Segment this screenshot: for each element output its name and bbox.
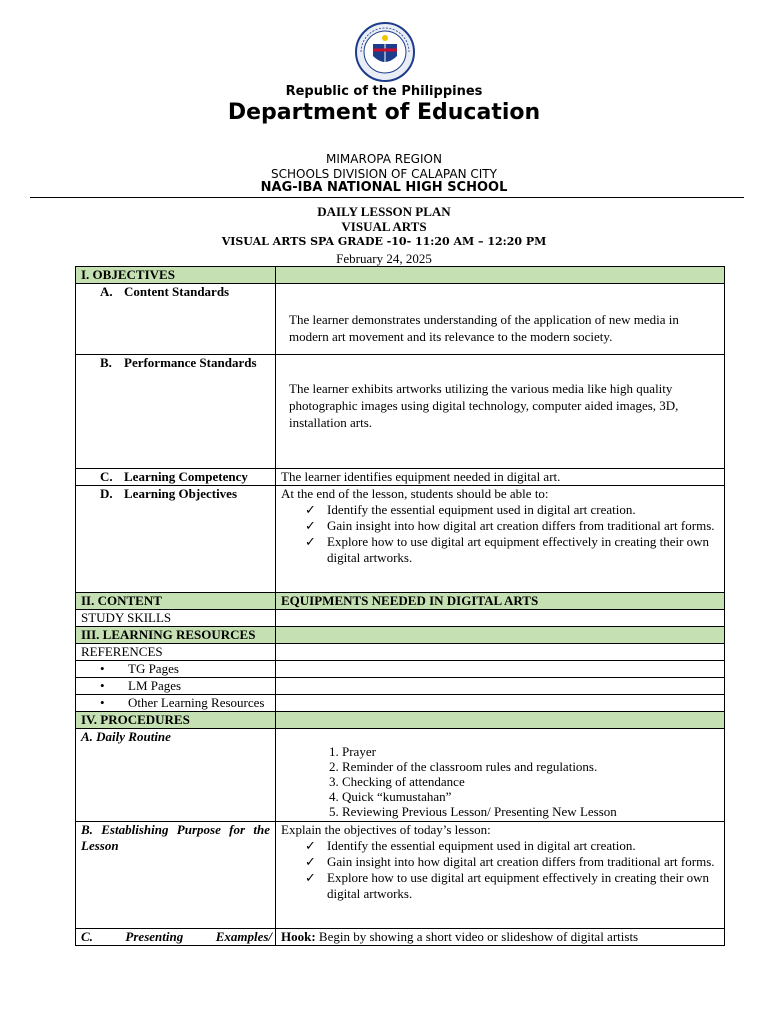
- list-item: ✓ Gain insight into how digital art creation differs from traditional art forms.: [305, 518, 715, 533]
- routine-list: [281, 729, 719, 819]
- check-icon: ✓: [305, 502, 316, 517]
- study-skills: STUDY SKILLS: [76, 610, 276, 627]
- lm-pages: • LM Pages: [76, 678, 276, 695]
- content-standards-label: A. Content Standards: [76, 284, 276, 355]
- purpose-intro: Explain the objectives of today’s lesson:: [281, 822, 491, 837]
- table-row: [76, 712, 725, 729]
- deped-seal-logo: [353, 22, 417, 82]
- table-row: [76, 644, 725, 661]
- objectives-heading: I. OBJECTIVES: [76, 267, 276, 284]
- table-row: [76, 284, 725, 355]
- tg-pages: • TG Pages: [76, 661, 276, 678]
- presenting-examples-label: C. Presenting Examples/: [76, 929, 276, 946]
- table-row: [76, 929, 725, 946]
- division-text: SCHOOLS DIVISION OF CALAPAN CITY: [271, 167, 497, 181]
- other-learning-resources: • Other Learning Resources: [76, 695, 276, 712]
- check-icon: ✓: [305, 534, 316, 549]
- procedures-heading: IV. PROCEDURES: [76, 712, 276, 729]
- list-item: 4. Quick “kumustahan”: [329, 789, 452, 804]
- learning-objectives-list: [281, 502, 719, 566]
- department-title: Department of Education: [227, 100, 541, 125]
- region-division: [0, 152, 768, 182]
- list-item: ✓ Explore how to use digital art equipment effectively in creating their own digital artworks.: [305, 534, 710, 565]
- table-row: [76, 267, 725, 284]
- check-icon: ✓: [305, 838, 316, 853]
- check-icon: ✓: [305, 518, 316, 533]
- learning-competency-label: C. Learning Competency: [76, 469, 276, 486]
- list-item: ✓ Explore how to use digital art equipment effectively in creating their own digital artworks.: [305, 870, 710, 901]
- lesson-plan-table: [75, 266, 725, 946]
- list-item: 3. Checking of attendance: [329, 774, 465, 789]
- list-item: 2. Reminder of the classroom rules and regulations.: [329, 759, 598, 774]
- establishing-purpose-label: B. Establishing Purpose for the Lesson: [76, 822, 276, 929]
- table-row: [76, 822, 725, 929]
- table-row: [76, 593, 725, 610]
- list-item: ✓ Identify the essential equipment used in digital art creation.: [305, 838, 636, 853]
- table-row: [76, 469, 725, 486]
- bullet-icon: •: [100, 695, 105, 710]
- list-item: 5. Reviewing Previous Lesson/ Presenting New Lesson: [329, 804, 617, 819]
- bullet-icon: •: [100, 678, 105, 693]
- school-name: NAG-IBA NATIONAL HIGH SCHOOL: [260, 180, 508, 195]
- table-row: [76, 355, 725, 469]
- table-row: [76, 695, 725, 712]
- performance-standards-label: B. Performance Standards: [76, 355, 276, 469]
- list-item: ✓ Identify the essential equipment used in digital art creation.: [305, 502, 636, 517]
- plan-title: DAILY LESSON PLAN: [317, 204, 451, 219]
- region-text: MIMAROPA REGION: [326, 152, 442, 166]
- content-heading: II. CONTENT: [76, 593, 276, 610]
- daily-routine-label: A. Daily Routine: [76, 729, 276, 822]
- table-row: [76, 729, 725, 822]
- performance-standards-text: The learner exhibits artworks utilizing the various media like high quality photographic images using digital technology, computer aided images, 3D, installation arts.: [289, 381, 679, 430]
- table-row: [76, 627, 725, 644]
- bullet-icon: •: [100, 661, 105, 676]
- hook-label: Hook:: [281, 929, 316, 944]
- check-icon: ✓: [305, 870, 316, 885]
- check-icon: ✓: [305, 854, 316, 869]
- table-row: [76, 486, 725, 593]
- purpose-list: [281, 838, 719, 902]
- content-topic: EQUIPMENTS NEEDED IN DIGITAL ARTS: [276, 593, 725, 610]
- resources-heading: III. LEARNING RESOURCES: [76, 627, 276, 644]
- list-item: 1. Prayer: [329, 744, 376, 759]
- subject-title: VISUAL ARTS: [341, 219, 427, 234]
- class-schedule: VISUAL ARTS SPA GRADE -10- 11:20 AM – 12:20 PM: [221, 235, 547, 248]
- references-label: REFERENCES: [76, 644, 276, 661]
- content-standards-text: The learner demonstrates understanding of the application of new media in modern art movement and its relevance to the modern society.: [289, 312, 679, 344]
- header-divider: [30, 197, 744, 198]
- hook-cell: [276, 929, 725, 946]
- list-item: ✓ Gain insight into how digital art creation differs from traditional art forms.: [305, 854, 715, 869]
- learning-competency-text: The learner identifies equipment needed in digital art.: [276, 469, 725, 486]
- learning-objectives-intro: At the end of the lesson, students should be able to:: [281, 486, 549, 501]
- lesson-date: February 24, 2025: [336, 251, 432, 266]
- table-row: [76, 678, 725, 695]
- learning-objectives-label: D. Learning Objectives: [76, 486, 276, 593]
- hook-text: Begin by showing a short video or slideshow of digital artists: [315, 929, 639, 944]
- republic-text: Republic of the Philippines: [285, 84, 483, 99]
- table-row: [76, 661, 725, 678]
- table-row: [76, 610, 725, 627]
